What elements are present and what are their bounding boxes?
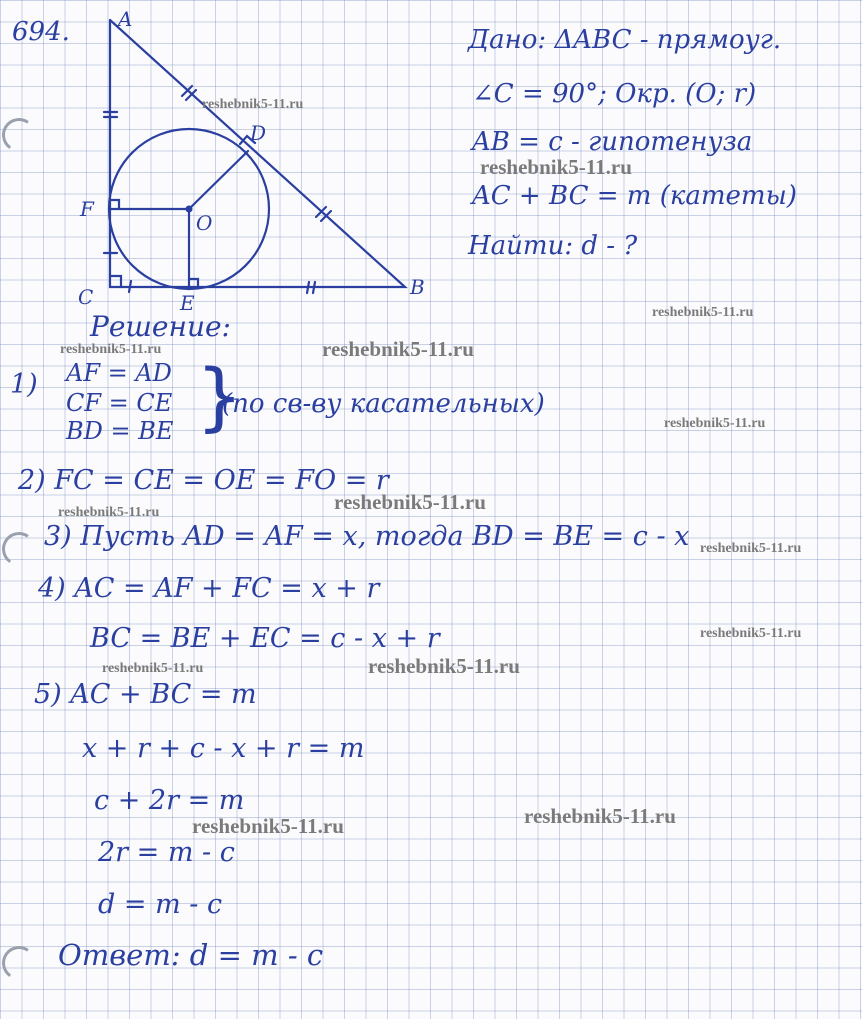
watermark: reshebnik5-11.ru [192, 814, 344, 838]
radius-od [189, 151, 248, 209]
triangle-figure [0, 0, 440, 320]
point-e-label: E [180, 291, 195, 315]
right-angle-c [110, 276, 121, 287]
given-line-3: AB = c - гипотенуза [472, 127, 753, 157]
watermark: reshebnik5-11.ru [480, 155, 632, 179]
watermark: reshebnik5-11.ru [700, 626, 802, 641]
watermark: reshebnik5-11.ru [322, 337, 474, 361]
step1-line-3: BD = BE [66, 417, 174, 445]
watermark: reshebnik5-11.ru [368, 654, 520, 678]
tick-be-2 [313, 282, 315, 293]
step5-line-5: d = m - c [98, 889, 223, 920]
vertex-b-label: B [410, 275, 425, 299]
given-line-4: AC + BC = m (катеты) [472, 181, 797, 211]
point-f-label: F [80, 197, 94, 221]
vertex-c-label: C [78, 285, 94, 309]
watermark: reshebnik5-11.ru [202, 97, 304, 112]
watermark: reshebnik5-11.ru [700, 541, 802, 556]
given-line-5: Найти: d - ? [468, 231, 638, 261]
step1-note: (по св-ву касательных) [222, 389, 545, 419]
watermark: reshebnik5-11.ru [60, 342, 162, 357]
step4-line-2: BC = BE + EC = c - x + r [90, 623, 440, 654]
punch-hole-bottom [0, 943, 39, 982]
answer: Ответ: d = m - c [58, 938, 324, 972]
given-line-2: ∠C = 90°; Окр. (O; r) [472, 79, 757, 109]
point-d-label: D [250, 121, 267, 145]
watermark: reshebnik5-11.ru [664, 416, 766, 431]
watermark: reshebnik5-11.ru [58, 505, 160, 520]
watermark: reshebnik5-11.ru [652, 305, 754, 320]
punch-hole-middle [0, 529, 39, 568]
step3: 3) Пусть AD = AF = x, тогда BD = BE = c - x [44, 521, 690, 552]
right-angle-f [110, 200, 119, 209]
step1-line-1: AF = AD [66, 359, 172, 387]
watermark: reshebnik5-11.ru [334, 490, 486, 514]
step1-brace: } [196, 354, 244, 440]
step2: 2) FC = CE = OE = FO = r [18, 465, 389, 496]
watermark: reshebnik5-11.ru [102, 661, 204, 676]
triangle-outline [110, 20, 405, 287]
solution-title: Решение: [90, 310, 231, 343]
step5-line-2: x + r + c - x + r = m [82, 733, 365, 764]
tick-be [307, 282, 309, 293]
watermark: reshebnik5-11.ru [524, 804, 676, 828]
problem-number: 694. [12, 17, 70, 47]
right-angle-e [189, 279, 198, 287]
step5-line-1: 5) AC + BC = m [34, 679, 257, 710]
given-line-1: Дано: ΔABC - прямоуг. [468, 25, 782, 55]
center-point [186, 206, 193, 213]
step1-number: 1) [10, 369, 38, 400]
tick-ce [129, 281, 131, 292]
step1-line-2: CF = CE [66, 389, 173, 417]
center-o-label: O [196, 211, 213, 235]
vertex-a-label: A [118, 7, 133, 31]
step4-line-1: 4) AC = AF + FC = x + r [38, 573, 380, 604]
step5-line-3: c + 2r = m [94, 785, 245, 816]
step5-line-4: 2r = m - c [98, 837, 235, 868]
